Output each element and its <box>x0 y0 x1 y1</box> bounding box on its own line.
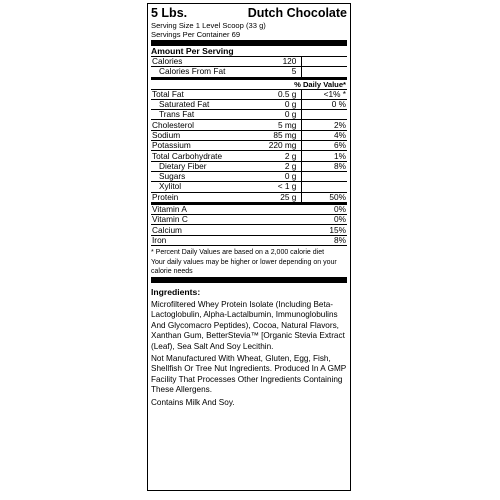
nutrient-row <box>151 171 347 181</box>
nutrient-dv <box>302 182 347 192</box>
nutrient-label: Dietary Fiber <box>151 161 257 171</box>
vitamin-row <box>151 235 347 245</box>
calories-fat-row <box>151 67 347 77</box>
footnote-line: * Percent Daily Values are based on a 2,000 calorie diet <box>151 249 325 257</box>
nutrient-dv <box>302 110 347 120</box>
allergen-statement: Not Manufactured With Wheat, Gluten, Egg, Fish, Shellfish Or Tree Nut Ingredients. Produced In A GMP Facility That Processes Other Ingredients Containing These Allergens. <box>151 354 347 395</box>
nutrient-label: Total Carbohydrate <box>151 151 257 161</box>
nutrient-label: Protein <box>152 191 179 202</box>
nutrient-amount: 0 g <box>257 99 302 109</box>
nutrient-dv: 8% <box>302 161 347 171</box>
nutrient-amount: 0 g <box>257 110 302 120</box>
nutrient-amount: 0 g <box>257 171 302 181</box>
nutrient-label: Sodium <box>151 130 257 140</box>
nutrient-dv: 2% <box>302 120 347 130</box>
nutrient-row <box>151 120 347 130</box>
vitamin-row <box>151 225 347 235</box>
nutrient-row <box>151 141 347 151</box>
nutrient-label: Cholesterol <box>151 120 257 130</box>
vitamin-dv: 8% <box>282 235 347 245</box>
nutrient-dv: 6% <box>302 141 347 151</box>
nutrient-dv: <1% * <box>302 90 347 100</box>
flavor-name: Dutch Chocolate <box>247 6 347 20</box>
nutrient-label: Potassium <box>151 141 257 151</box>
vitamin-label: Iron <box>151 235 282 245</box>
footnote-line: Your daily values may be higher or lower depending on your calorie needs <box>151 259 337 276</box>
label-header <box>151 6 347 21</box>
calories-table <box>151 57 347 77</box>
ingredients-title: Ingredients: <box>151 287 201 298</box>
nutrient-label: Saturated Fat <box>151 99 257 109</box>
vitamin-dv: 0% <box>282 215 347 225</box>
calories-value: 120 <box>257 57 302 67</box>
calories-fat-value: 5 <box>257 67 302 77</box>
nutrient-dv: 4% <box>302 130 347 140</box>
nutrient-dv <box>302 171 347 181</box>
vitamin-dv: 0% <box>282 205 347 215</box>
amount-per-serving: Amount Per Serving <box>151 46 347 57</box>
nutrient-row <box>151 130 347 140</box>
daily-value-footnote <box>151 246 347 276</box>
nutrient-label: Total Fat <box>151 90 257 100</box>
package-size: 5 Lbs. <box>151 6 188 20</box>
nutrient-dv: 50% <box>329 191 346 202</box>
nutrient-row <box>151 110 347 120</box>
nutrient-row <box>151 192 347 202</box>
nutrient-amount: 220 mg <box>257 141 302 151</box>
nutrient-dv: 1% <box>302 151 347 161</box>
thick-divider <box>151 277 347 283</box>
serving-size: Serving Size 1 Level Scoop (33 g) <box>151 21 266 30</box>
nutrient-amount: 2 g <box>257 161 302 171</box>
servings-per-container: Servings Per Container 69 <box>151 30 241 39</box>
daily-value-header: % Daily Value* <box>151 80 347 90</box>
nutrient-row <box>151 99 347 109</box>
vitamin-label: Calcium <box>151 225 282 235</box>
calories-row <box>151 57 347 67</box>
nutrient-amount: 0.5 g <box>257 90 302 100</box>
calories-label: Calories <box>151 57 257 67</box>
ingredients-text: Microfiltered Whey Protein Isolate (Including Beta-Lactoglobulin, Alpha-Lactalbumin, Immunoglobulins And Glycomacro Peptides), Cocoa, Natural Flavors, Xanthan Gum, BetterStevia™ [Organic Stevia Extract (Leaf), Sea Salt And Soy Lecithin. <box>151 300 345 351</box>
nutrient-amount: 2 g <box>257 151 302 161</box>
vitamin-label: Vitamin A <box>151 205 282 215</box>
calories-fat-label: Calories From Fat <box>159 66 226 77</box>
nutrient-row <box>151 161 347 171</box>
nutrient-label: Trans Fat <box>151 110 257 120</box>
nutrient-amount: 85 mg <box>257 130 302 140</box>
contains-statement: Contains Milk And Soy. <box>151 397 235 407</box>
nutrient-amount: 25 g <box>257 192 302 202</box>
nutrient-row <box>151 182 347 192</box>
nutrient-row <box>151 151 347 161</box>
nutrients-table <box>151 90 347 202</box>
vitamin-dv: 15% <box>282 225 347 235</box>
vitamins-table <box>151 205 347 246</box>
nutrient-row <box>151 90 347 100</box>
vitamin-row <box>151 215 347 225</box>
nutrient-label: Xylitol <box>151 182 257 192</box>
vitamin-label: Vitamin C <box>151 215 282 225</box>
nutrient-amount: 5 mg <box>257 120 302 130</box>
nutrient-amount: < 1 g <box>257 182 302 192</box>
vitamin-row <box>151 205 347 215</box>
nutrient-dv: 0 % <box>302 99 347 109</box>
nutrient-label: Sugars <box>151 171 257 181</box>
nutrition-facts-panel <box>147 3 351 491</box>
